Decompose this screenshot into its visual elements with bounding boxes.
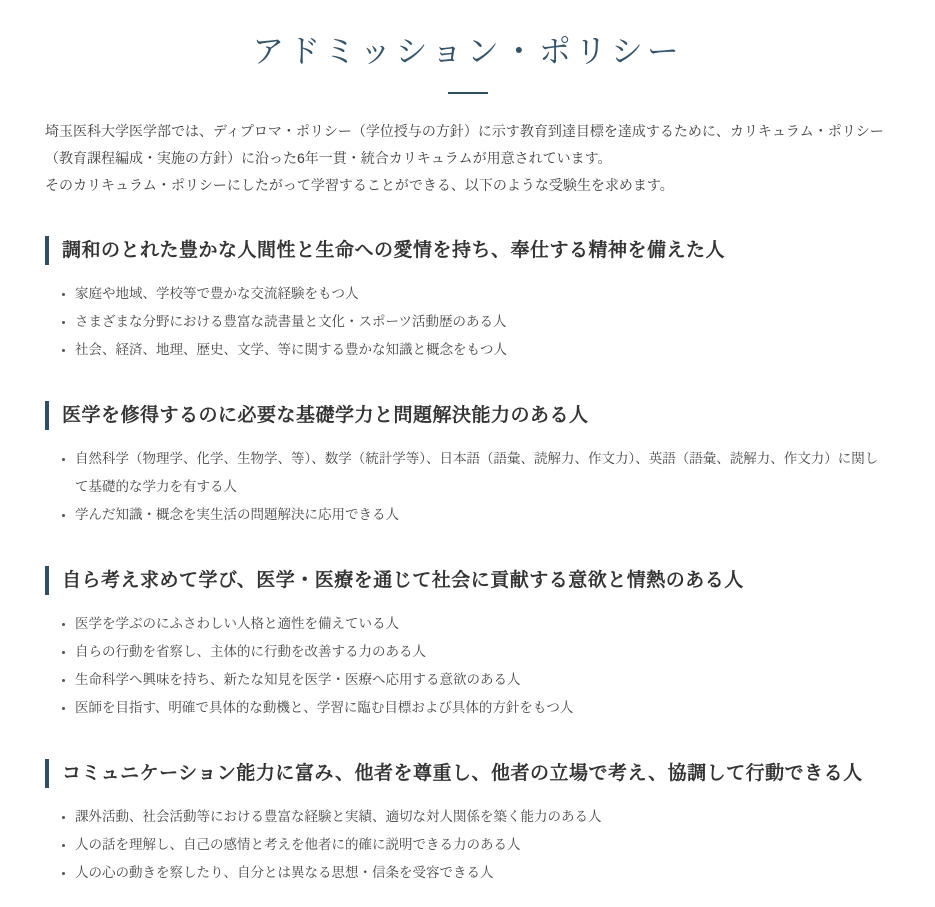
policy-list-item: • 人の話を理解し、自己の感情と考えを他者に的確に説明できる力のある人 <box>75 831 890 859</box>
intro-paragraph-2: そのカリキュラム・ポリシーにしたがって学習することができる、以下のような受験生を求めます。 <box>45 177 674 193</box>
page-title: アドミッション・ポリシー <box>252 32 683 70</box>
policy-section-4 <box>45 759 890 887</box>
policy-list-item: • 家庭や地域、学校等で豊かな交流経験をもつ人 <box>75 280 890 308</box>
policy-list-item: • 自然科学（物理学、化学、生物学、等）、数学（統計学等）、日本語（語彙、読解力、作文力）、英語（語彙、読解力、作文力）に関して基礎的な学力を有する人 <box>75 445 890 501</box>
section-heading: 調和のとれた豊かな人間性と生命への愛情を持ち、奉仕する精神を備えた人 <box>45 236 890 265</box>
policy-section-1 <box>45 236 890 364</box>
section-heading: 医学を修得するのに必要な基礎学力と問題解決能力のある人 <box>45 401 890 430</box>
policy-list <box>45 280 890 364</box>
policy-list <box>45 803 890 887</box>
policy-list-item: • 人の心の動きを察したり、自分とは異なる思想・信条を受容できる人 <box>75 859 890 887</box>
policy-list-item: • 生命科学へ興味を持ち、新たな知見を医学・医療へ応用する意欲のある人 <box>75 666 890 694</box>
policy-list-item: • 社会、経済、地理、歴史、文学、等に関する豊かな知識と概念をもつ人 <box>75 336 890 364</box>
policy-list-item: • 自らの行動を省察し、主体的に行動を改善する力のある人 <box>75 638 890 666</box>
policy-list <box>45 445 890 529</box>
policy-list-item: • 学んだ知識・概念を実生活の問題解決に応用できる人 <box>75 501 890 529</box>
admission-policy-page <box>0 26 935 907</box>
intro-paragraph-1: 埼玉医科大学医学部では、ディプロマ・ポリシー（学位授与の方針）に示す教育到達目標を達成するために、カリキュラム・ポリシー（教育課程編成・実施の方針）に沿った6年一貫・統合カリキュラムが用意されています。 <box>45 123 884 166</box>
title-divider <box>448 92 488 94</box>
policy-section-3 <box>45 566 890 722</box>
policy-list-item: • 医師を目指す、明確で具体的な動機と、学習に臨む目標および具体的方針をもつ人 <box>75 694 890 722</box>
policy-list <box>45 610 890 722</box>
policy-list-item: • 医学を学ぶのにふさわしい人格と適性を備えている人 <box>75 610 890 638</box>
section-heading: コミュニケーション能力に富み、他者を尊重し、他者の立場で考え、協調して行動できる人 <box>45 759 890 788</box>
section-heading: 自ら考え求めて学び、医学・医療を通じて社会に貢献する意欲と情熱のある人 <box>45 566 890 595</box>
policy-list-item: • さまざまな分野における豊富な読書量と文化・スポーツ活動歴のある人 <box>75 308 890 336</box>
policy-section-2 <box>45 401 890 529</box>
policy-list-item: • 課外活動、社会活動等における豊富な経験と実績、適切な対人関係を築く能力のある人 <box>75 803 890 831</box>
